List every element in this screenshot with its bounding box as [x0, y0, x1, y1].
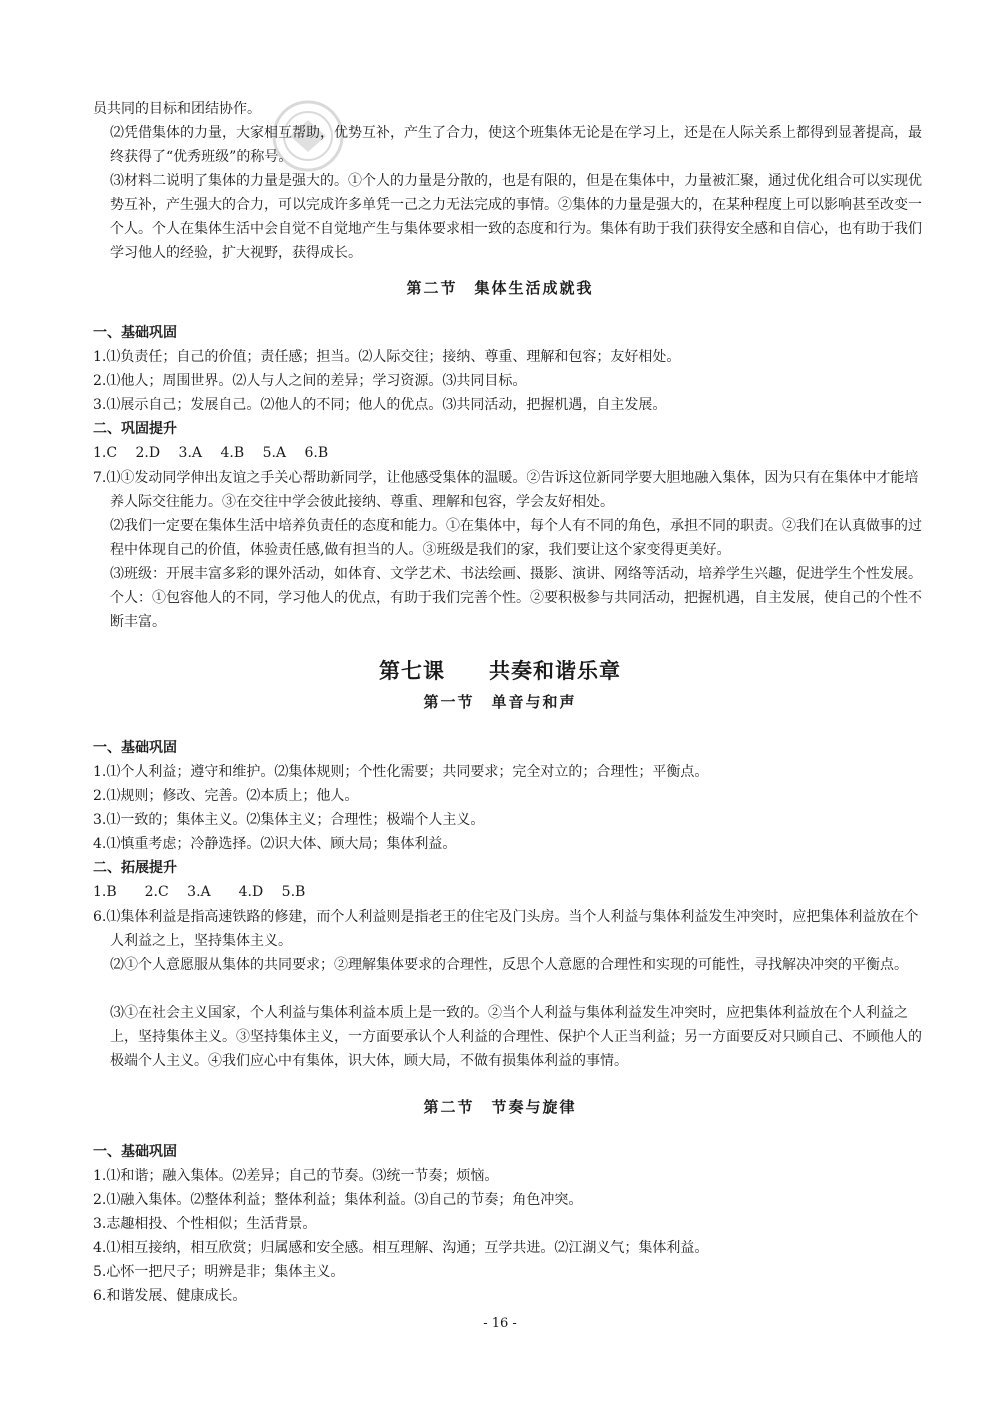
- lesson-title: 第七课 共奏和谐乐章: [379, 659, 621, 683]
- answer-line: 3.志趣相投、个性相似；生活背景。: [93, 1216, 317, 1232]
- answer-6-part-3: ⑶①在社会主义国家，个人利益与集体利益本质上是一致的。②当个人利益与集体利益发生冲突时，应把集体利益放在个人利益之上，坚持集体主义。③坚持集体主义，一方面要承认个人利益的合理性、保护个人正当利益；另一方面要反对只顾自己、不顾他人的极端个人主义。④我们应心中有集体，识大体，顾大局，不做有损集体利益的事情。: [110, 1005, 922, 1069]
- page-number: - 16 -: [483, 1316, 517, 1331]
- section-title-collective-life: 第二节 集体生活成就我: [406, 279, 594, 297]
- multiple-choice-answers: 1.C 2.D 3.A 4.B 5.A 6.B: [93, 445, 329, 461]
- answer-line: 1.⑴个人利益；遵守和维护。⑵集体规则；个性化需要；共同要求；完全对立的；合理性；平衡点。: [93, 764, 709, 780]
- heading-basic-consolidation: 一、基础巩固: [93, 740, 177, 756]
- answer-line: 4.⑴相互接纳，相互欣赏；归属感和安全感。相互理解、沟通；互学共进。⑵江湖义气；集体利益。: [93, 1240, 709, 1256]
- answer-line: 5.心怀一把尺子；明辨是非；集体主义。: [93, 1264, 345, 1280]
- heading-basic-consolidation: 一、基础巩固: [93, 1144, 177, 1160]
- answer-line: 3.⑴一致的；集体主义。⑵集体主义；合理性；极端个人主义。: [93, 812, 485, 828]
- section-title-rhythm-melody: 第二节 节奏与旋律: [423, 1098, 577, 1116]
- multiple-choice-answers: 1.B 2.C 3.A 4.D 5.B: [93, 884, 306, 900]
- answer-line: 1.⑴负责任；自己的价值；责任感；担当。⑵人际交往；接纳、尊重、理解和包容；友好相处。: [93, 349, 681, 365]
- answer-line: 2.⑴融入集体。⑵整体利益；整体利益；集体利益。⑶自己的节奏；角色冲突。: [93, 1192, 583, 1208]
- heading-extension-improvement: 二、拓展提升: [93, 860, 177, 876]
- answer-line: 1.⑴和谐；融入集体。⑵差异；自己的节奏。⑶统一节奏；烦恼。: [93, 1168, 499, 1184]
- intro-line: 员共同的目标和团结协作。: [93, 101, 261, 117]
- intro-paragraph-3: ⑶材料二说明了集体的力量是强大的。①个人的力量是分散的，也是有限的，但是在集体中，力量被汇聚，通过优化组合可以实现优势互补，产生强大的合力，可以完成许多单凭一己之力无法完成的事情。②集体的力量是强大的，在某种程度上可以影响甚至改变一个人。个人在集体生活中会自觉不自觉地产生与集体要求相一致的态度和行为。集体有助于我们获得安全感和自信心，也有助于我们学习他人的经验，扩大视野，获得成长。: [110, 173, 922, 261]
- answer-line: 6.和谐发展、健康成长。: [93, 1288, 247, 1304]
- answer-7-part-2: ⑵我们一定要在集体生活中培养负责任的态度和能力。①在集体中，每个人有不同的角色，承担不同的职责。②我们在认真做事的过程中体现自己的价值，体验责任感,做有担当的人。③班级是我们的家，我们要让这个家变得更美好。: [110, 518, 922, 558]
- answer-line: 3.⑴展示自己；发展自己。⑵他人的不同；他人的优点。⑶共同活动，把握机遇，自主发展。: [93, 397, 667, 413]
- answer-line: 2.⑴规则；修改、完善。⑵本质上；他人。: [93, 788, 359, 804]
- intro-paragraph-2: ⑵凭借集体的力量，大家相互帮助，优势互补，产生了合力，使这个班集体无论是在学习上，还是在人际关系上都得到显著提高，最终获得了“优秀班级”的称号。: [110, 125, 922, 165]
- heading-basic-consolidation: 一、基础巩固: [93, 325, 177, 341]
- answer-line: 4.⑴慎重考虑；冷静选择。⑵识大体、顾大局；集体利益。: [93, 836, 457, 852]
- answer-6-part-1: 6.⑴集体利益是指高速铁路的修建，而个人利益则是指老王的住宅及门头房。当个人利益与集体利益发生冲突时，应把集体利益放在个人利益之上，坚持集体主义。: [93, 909, 919, 949]
- section-title-single-tone: 第一节 单音与和声: [423, 693, 577, 711]
- answer-7-part-3: ⑶班级：开展丰富多彩的课外活动，如体育、文学艺术、书法绘画、摄影、演讲、网络等活动，培养学生兴趣，促进学生个性发展。个人：①包容他人的不同，学习他人的优点，有助于我们完善个性。②要积极参与共同活动，把握机遇，自主发展，使自己的个性不断丰富。: [110, 566, 922, 630]
- answer-6-part-2: ⑵①个人意愿服从集体的共同要求；②理解集体要求的合理性，反思个人意愿的合理性和实现的可能性，寻找解决冲突的平衡点。: [110, 957, 908, 973]
- answer-line: 2.⑴他人；周围世界。⑵人与人之间的差异；学习资源。⑶共同目标。: [93, 373, 527, 389]
- answer-7-part-1: 7.⑴①发动同学伸出友谊之手关心帮助新同学，让他感受集体的温暖。②告诉这位新同学要大胆地融入集体，因为只有在集体中才能培养人际交往能力。③在交往中学会彼此接纳、尊重、理解和包容，学会友好相处。: [93, 470, 919, 510]
- heading-consolidation-improvement: 二、巩固提升: [93, 421, 177, 437]
